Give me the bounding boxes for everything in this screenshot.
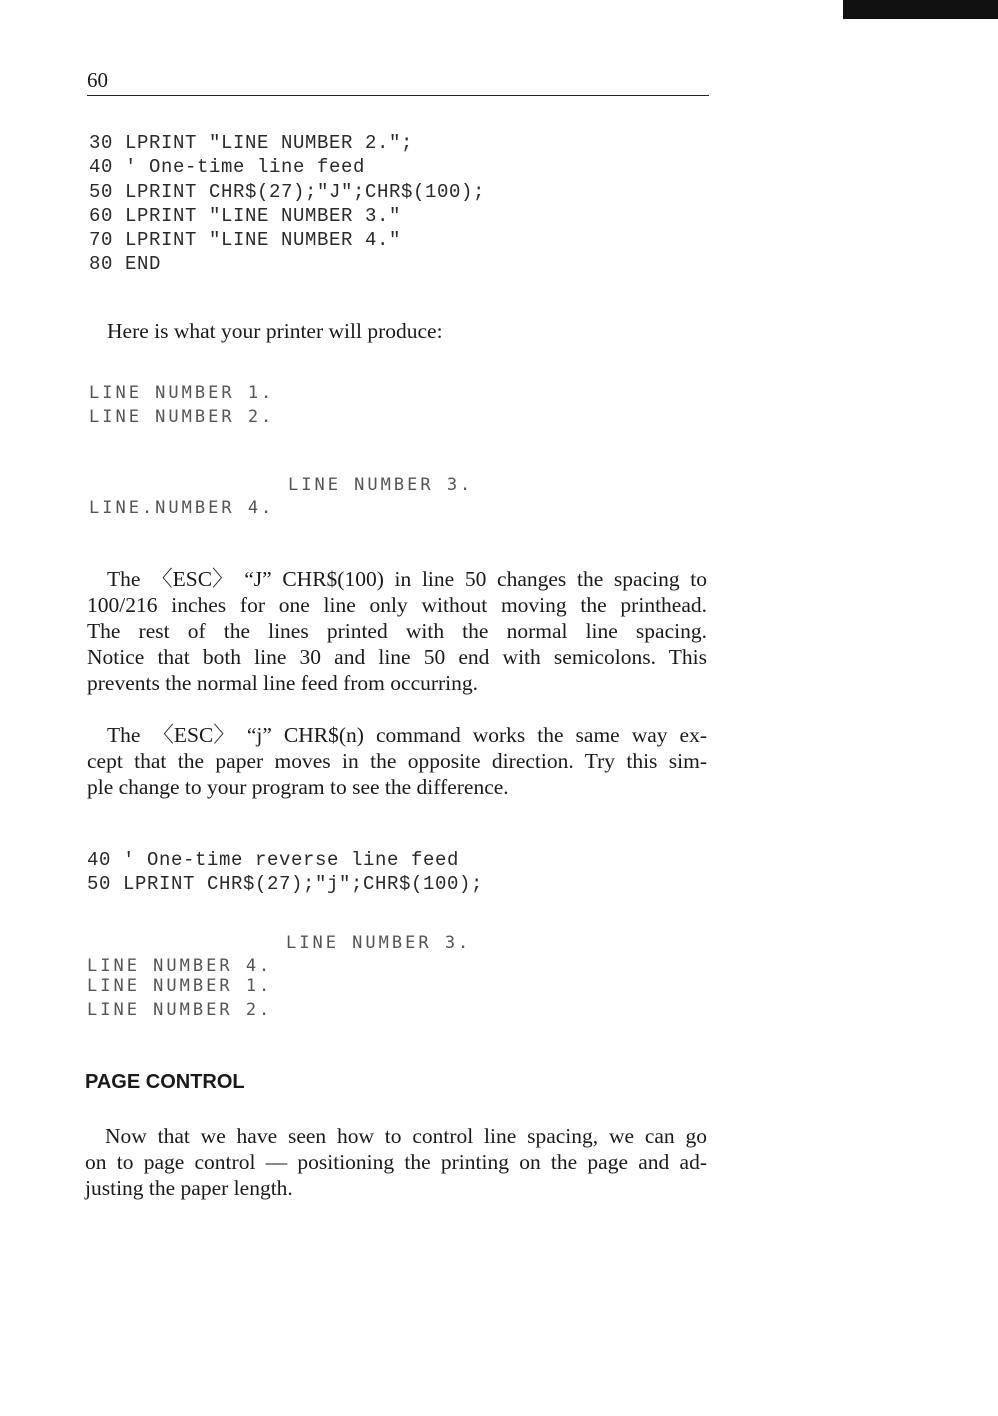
code-line: 70 LPRINT "LINE NUMBER 4." xyxy=(89,229,402,252)
code-line: 40 ' One-time line feed xyxy=(89,156,366,179)
paragraph-line: Notice that both line 30 and line 50 end with semicolons. This xyxy=(87,645,707,669)
printer-output-line: LINE NUMBER 2. xyxy=(87,1000,273,1020)
section-heading: PAGE CONTROL xyxy=(85,1071,245,1093)
code-line: 40 ' One-time reverse line feed xyxy=(87,849,460,871)
paragraph-line: Now that we have seen how to control line spacing, we can go xyxy=(105,1124,707,1148)
code-line: 50 LPRINT CHR$(27);"j";CHR$(100); xyxy=(87,873,484,896)
printer-output-line: LINE NUMBER 1. xyxy=(89,383,275,403)
code-listing-1 xyxy=(89,131,485,277)
paragraph-line: The 〈ESC〉 “J” CHR$(100) in line 50 changes the spacing to xyxy=(107,567,707,591)
printer-output-line: LINE NUMBER 3. xyxy=(288,475,474,495)
printer-output-line: LINE.NUMBER 4. xyxy=(89,498,275,518)
intro-paragraph: Here is what your printer will produce: xyxy=(107,319,443,343)
header-rule xyxy=(87,95,709,96)
code-listing-2 xyxy=(87,848,483,897)
printer-output-line: LINE NUMBER 4. xyxy=(87,956,273,976)
paragraph-line: The 〈ESC〉 “j” CHR$(n) command works the same way ex- xyxy=(107,723,707,747)
code-line: 30 LPRINT "LINE NUMBER 2."; xyxy=(89,132,414,154)
paragraph-line: 100/216 inches for one line only without moving the printhead. xyxy=(87,593,707,617)
paragraph-line: cept that the paper moves in the opposite direction. Try this sim- xyxy=(87,749,707,773)
paragraph-esc-j-upper xyxy=(87,566,707,696)
printer-output-line: LINE NUMBER 1. xyxy=(87,976,273,996)
paragraph-line: ple change to your program to see the difference. xyxy=(87,775,509,799)
paragraph-esc-j-lower xyxy=(87,722,707,800)
paragraph-page-control xyxy=(85,1123,707,1201)
printer-output-line: LINE NUMBER 2. xyxy=(89,407,275,427)
code-line: 60 LPRINT "LINE NUMBER 3." xyxy=(89,204,402,227)
code-line: 80 END xyxy=(89,253,162,276)
paragraph-line: on to page control — positioning the printing on the page and ad- xyxy=(85,1150,707,1174)
printer-output-line: LINE NUMBER 3. xyxy=(286,933,472,953)
code-line: 50 LPRINT CHR$(27);"J";CHR$(100); xyxy=(89,180,486,203)
paragraph-line: prevents the normal line feed from occurring. xyxy=(87,671,479,695)
paragraph-line: justing the paper length. xyxy=(85,1176,293,1200)
page-number: 60 xyxy=(87,68,108,92)
scan-corner-mark xyxy=(843,0,998,19)
paragraph-line: The rest of the lines printed with the normal line spacing. xyxy=(87,619,707,643)
